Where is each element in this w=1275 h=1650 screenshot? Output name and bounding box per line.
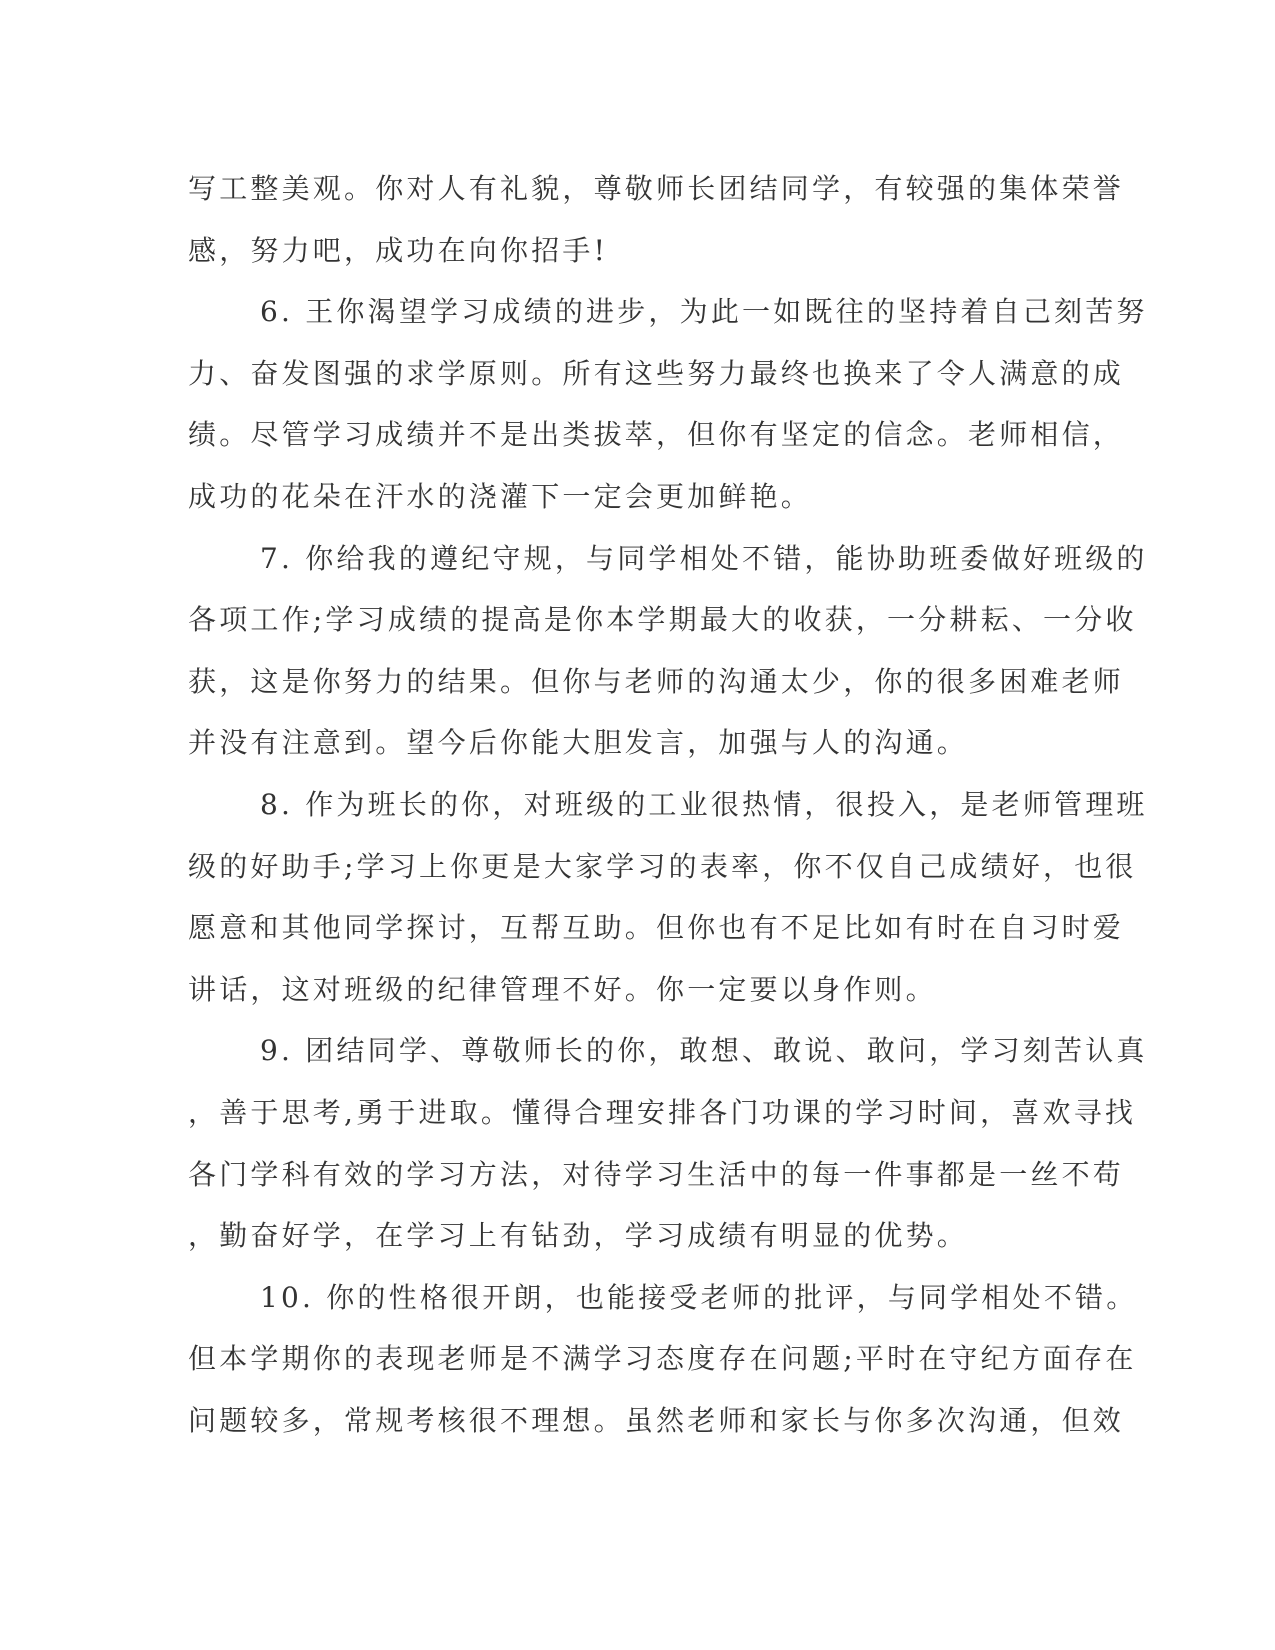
paragraph-line: 写工整美观。你对人有礼貌，尊敬师长团结同学，有较强的集体荣誉 bbox=[188, 172, 1125, 205]
paragraph-first-line: 9. 团结同学、尊敬师长的你，敢想、敢说、敢问，学习刻苦认真 bbox=[260, 1034, 1148, 1068]
paragraph-first-line: 8. 作为班长的你，对班级的工业很热情，很投入，是老师管理班 bbox=[260, 787, 1148, 821]
paragraph-first-line: 7. 你给我的遵纪守规，与同学相处不错，能协助班委做好班级的 bbox=[260, 541, 1148, 575]
paragraph-line: 各门学科有效的学习方法，对待学习生活中的每一件事都是一丝不苟 bbox=[188, 1157, 1125, 1191]
paragraph-line: 讲话，这对班级的纪律管理不好。你一定要以身作则。 bbox=[188, 972, 937, 1006]
paragraph-line: 但本学期你的表现老师是不满学习态度存在问题;平时在守纪方面存在 bbox=[188, 1342, 1137, 1376]
paragraph-line: 获，这是你努力的结果。但你与老师的沟通太少，你的很多困难老师 bbox=[188, 664, 1125, 698]
paragraph-first-line: 10. 你的性格很开朗，也能接受老师的批评，与同学相处不错。 bbox=[260, 1280, 1138, 1314]
paragraph-line: 感，努力吧，成功在向你招手! bbox=[188, 233, 609, 267]
paragraph-line: 愿意和其他同学探讨，互帮互助。但你也有不足比如有时在自习时爱 bbox=[188, 911, 1125, 945]
paragraph-first-line: 6. 王你渴望学习成绩的进步，为此一如既往的坚持着自己刻苦努 bbox=[260, 295, 1148, 329]
paragraph-line: 并没有注意到。望今后你能大胆发言，加强与人的沟通。 bbox=[188, 726, 969, 760]
paragraph-line: ，勤奋好学，在学习上有钻劲，学习成绩有明显的优势。 bbox=[188, 1219, 969, 1253]
paragraph-line: 力、奋发图强的求学原则。所有这些努力最终也换来了令人满意的成 bbox=[188, 356, 1125, 390]
paragraph-line: 各项工作;学习成绩的提高是你本学期最大的收获，一分耕耘、一分收 bbox=[188, 603, 1137, 637]
paragraph-line: 级的好助手;学习上你更是大家学习的表率，你不仅自己成绩好，也很 bbox=[188, 849, 1137, 883]
paragraph-line: 问题较多，常规考核很不理想。虽然老师和家长与你多次沟通，但效 bbox=[188, 1403, 1125, 1437]
paragraph-line: 成功的花朵在汗水的浇灌下一定会更加鲜艳。 bbox=[188, 479, 813, 513]
paragraph-line: ，善于思考,勇于进取。懂得合理安排各门功课的学习时间，喜欢寻找 bbox=[188, 1095, 1137, 1129]
paragraph-line: 绩。尽管学习成绩并不是出类拔萃，但你有坚定的信念。老师相信， bbox=[188, 418, 1125, 452]
document-body bbox=[188, 158, 1148, 1451]
